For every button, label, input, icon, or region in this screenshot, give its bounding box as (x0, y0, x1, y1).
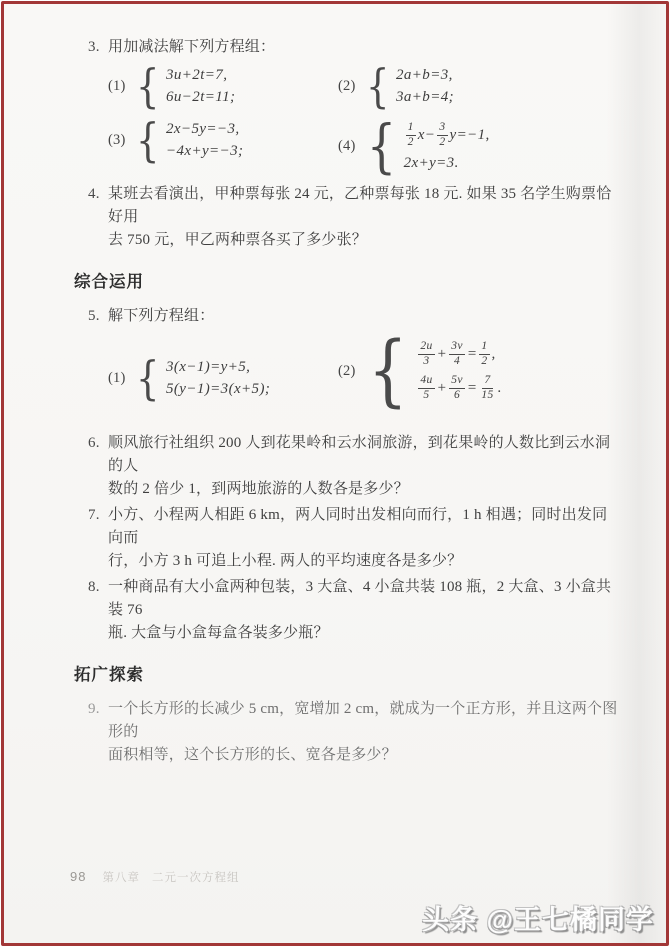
fraction-denominator: 15 (481, 388, 494, 401)
equation-fragment: + (436, 380, 448, 396)
equation-fragment: + (436, 346, 448, 362)
fraction-numerator: 2u (418, 340, 434, 354)
problem-4-line-2: 去 750 元，甲乙两种票各买了多少张？ (108, 232, 368, 248)
fraction-numerator: 1 (406, 121, 416, 135)
fraction (449, 340, 465, 367)
fraction-numerator: 1 (479, 340, 489, 354)
problem-3-number: 3. (88, 39, 100, 55)
problem-4 (88, 183, 622, 252)
problem-4-line-1: 某班去看演出，甲种票每张 24 元，乙种票每张 18 元. 如果 35 名学生购票恰好用 (108, 186, 612, 225)
chapter-title: 二元一次方程组 (151, 872, 240, 884)
problem-8-number: 8. (88, 579, 100, 595)
equation-line: 5(y−1)=3(x+5); (165, 381, 271, 397)
problem-6-line-1: 顺风旅行社组织 200 人到花果岭和云水洞旅游，到花果岭的人数比到云水洞的人 (108, 435, 611, 474)
problem-4-number: 4. (88, 186, 100, 202)
equation-fragment: = (466, 346, 478, 362)
watermark-text: 头条 @王七橘同学 (422, 905, 654, 935)
textbook-page (4, 4, 666, 943)
fraction (418, 374, 434, 401)
problem-7-number: 7. (88, 507, 100, 523)
equation-system-3-1 (108, 59, 236, 113)
equation-line: 3a+b=4; (395, 89, 455, 105)
equation-line: 3u+2t=7, (165, 67, 228, 83)
problem-7-line-1: 小方、小程两人相距 6 km，两人同时出发相向而行，1 h 相遇；同时出发同向而 (108, 507, 608, 546)
equation-line: 3(x−1)=y+5, (165, 359, 251, 375)
problem-3-text: 用加减法解下列方程组： (108, 39, 276, 55)
equation-system-3-4 (338, 112, 490, 180)
brace-icon: { (135, 113, 160, 167)
fraction-denominator: 2 (407, 135, 414, 148)
equation-line: 2a+b=3, (395, 67, 453, 83)
problem-5-number: 5. (88, 308, 100, 324)
problem-9-line-1: 一个长方形的长减少 5 cm，宽增加 2 cm，就成为一个正方形，并且这两个图形的 (108, 701, 618, 740)
brace-icon: { (366, 112, 396, 180)
fraction (437, 121, 447, 148)
brace-icon: { (365, 59, 390, 113)
equation-system-5-2 (338, 326, 502, 416)
photo-red-frame (1, 1, 669, 946)
problem-9-number: 9. (88, 701, 100, 717)
fraction-numerator: 3 (437, 121, 447, 135)
brace-icon: { (135, 59, 160, 113)
problem-9 (88, 698, 622, 767)
equation-fragment: = (466, 380, 478, 396)
fraction-denominator: 4 (453, 354, 461, 367)
problem-6-line-2: 数的 2 倍少 1，到两地旅游的人数各是多少？ (108, 481, 409, 497)
problem-5 (88, 305, 622, 328)
equation-line: −4x+y=−3; (165, 143, 244, 159)
fraction-denominator: 3 (423, 354, 430, 367)
equation-line (416, 371, 502, 405)
problem-3-systems-row-1 (108, 59, 622, 113)
equation-line (404, 118, 490, 152)
fraction (479, 374, 495, 401)
equation-system-3-3 (108, 113, 244, 167)
fraction-denominator: 5 (423, 388, 430, 401)
fraction-numerator: 4u (418, 374, 434, 388)
fraction-numerator: 3v (449, 340, 465, 354)
fraction (449, 374, 465, 401)
system-label: (2) (338, 362, 356, 379)
equation-line: 2x−5y=−3, (165, 121, 240, 137)
problem-5-text: 解下列方程组： (108, 308, 215, 324)
fraction (418, 340, 434, 367)
problem-7-line-2: 行，小方 3 h 可追上小程. 两人的平均速度各是多少？ (108, 553, 463, 569)
page-number: 98 (70, 869, 87, 884)
problem-9-line-2: 面积相等，这个长方形的长、宽各是多少？ (108, 747, 397, 763)
system-label: (3) (108, 131, 126, 148)
fraction-numerator: 5v (449, 374, 465, 388)
equation-fragment: . (497, 380, 502, 396)
problem-3 (88, 36, 622, 59)
problem-3-systems-row-2 (108, 112, 622, 180)
fraction-denominator: 2 (439, 135, 446, 148)
system-label: (1) (108, 369, 126, 386)
problem-7 (88, 504, 622, 573)
problem-6 (88, 432, 622, 501)
equation-fragment: y=−1, (449, 127, 490, 143)
system-label: (2) (338, 77, 356, 94)
equation-line: 6u−2t=11; (165, 89, 236, 105)
chapter-label: 第八章 (102, 872, 140, 884)
fraction-denominator: 6 (453, 388, 461, 401)
section-heading-exploration: 拓广探索 (74, 666, 144, 684)
fraction-numerator: 7 (482, 374, 492, 388)
page-content (4, 4, 666, 770)
problem-6-number: 6. (88, 435, 100, 451)
equation-line: 2x+y=3. (403, 155, 459, 171)
equation-fragment: x− (417, 127, 436, 143)
fraction (479, 340, 489, 367)
system-label: (1) (108, 77, 126, 94)
equation-system-5-1 (108, 351, 271, 405)
section-heading-comprehensive: 综合运用 (74, 273, 144, 291)
system-label: (4) (338, 137, 356, 154)
equation-system-3-2 (338, 59, 455, 113)
equation-line (416, 337, 502, 371)
equation-fragment: , (491, 346, 496, 362)
brace-icon: { (135, 351, 160, 405)
problem-8 (88, 576, 622, 645)
fraction (406, 121, 416, 148)
fraction-denominator: 2 (481, 354, 488, 367)
problem-8-line-1: 一种商品有大小盒两种包装，3 大盒、4 小盒共装 108 瓶，2 大盒、3 小盒共装 76 (108, 579, 612, 618)
problem-5-systems-row (108, 326, 622, 424)
problem-8-line-2: 瓶. 大盒与小盒每盒各装多少瓶？ (108, 625, 329, 641)
brace-icon: { (367, 326, 408, 416)
